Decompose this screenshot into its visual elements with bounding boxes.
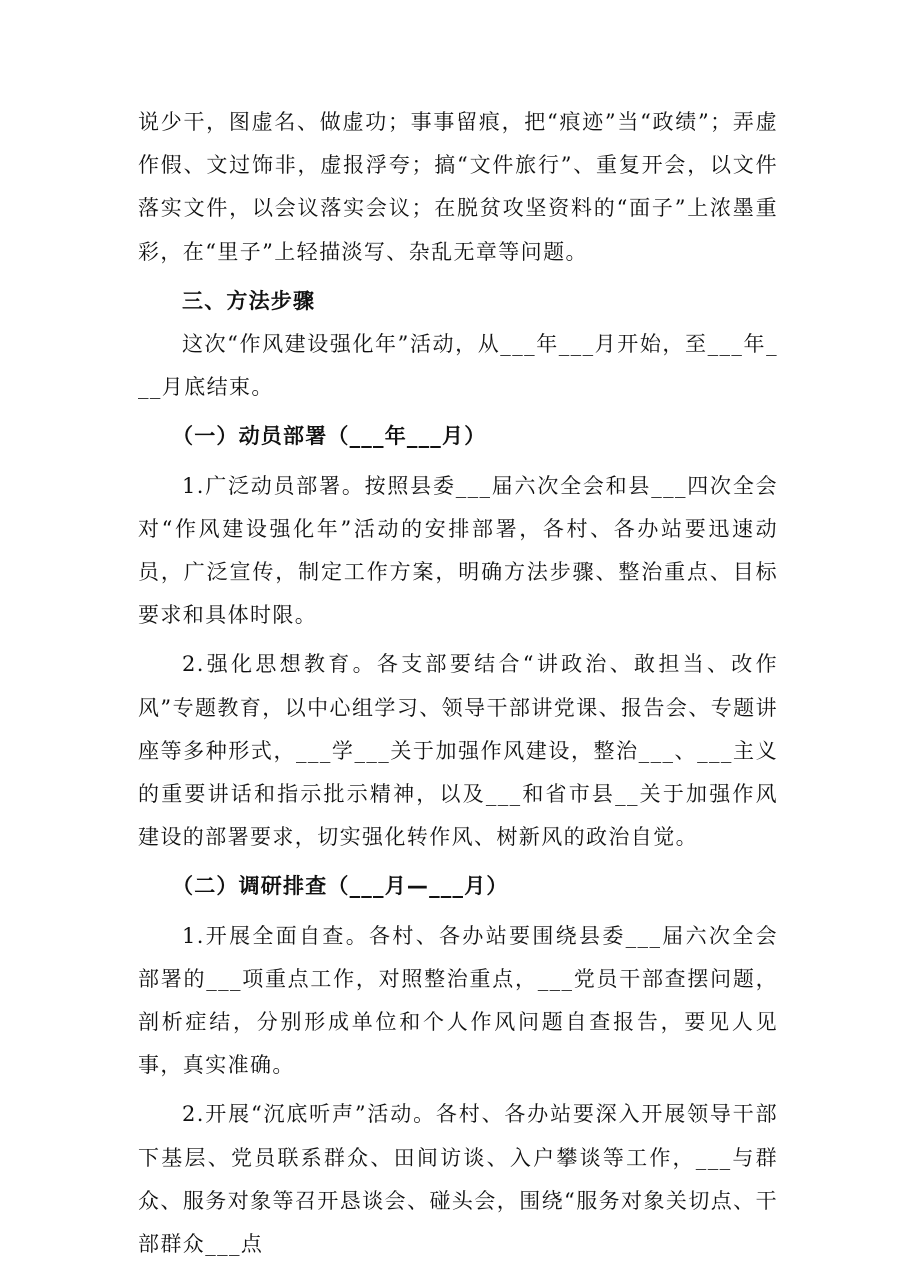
subheading-mobilization: （一）动员部署（___年___月） <box>172 424 487 449</box>
paragraph-timeline: 这次“作风建设强化年”活动，从___年___月开始，至___年___月底结束。 <box>138 332 778 400</box>
paragraph-continuation: 说少干，图虚名、做虚功；事事留痕，把“痕迹”当“政绩”；弄虚作假、文过饰非，虚报浮夸；搞“文件旅行”、重复开会，以文件落实文件，以会议落实会议；在脱贫攻坚资料的“面子”上浓墨重彩，在“里子”上轻描淡写、杂乱无章等问题。 <box>138 110 778 264</box>
paragraph-item-education: 2.强化思想教育。各支部要结合“讲政治、敢担当、改作风”专题教育，以中心组学习、领导干部讲党课、报告会、专题讲座等多种形式，___学___关于加强作风建设，整治___、___主义的重要讲话和指示批示精神，以及___和省市县__关于加强作风建设的部署要求，切实强化转作风、树新风的政治自觉。 <box>138 652 778 850</box>
paragraph-item-self-check: 1.开展全面自查。各村、各办站要围绕县委___届六次全会部署的___项重点工作，对照整治重点，___党员干部查摆问题，剖析症结，分别形成单位和个人作风问题自查报告，要见人见事，真实准确。 <box>138 923 778 1078</box>
section-heading-methods: 三、方法步骤 <box>182 288 316 313</box>
document-body <box>138 101 778 1266</box>
subheading-investigation: （二）调研排查（___月—___月） <box>172 874 509 899</box>
paragraph-item-mobilization: 1.广泛动员部署。按照县委___届六次全会和县___四次全会对“作风建设强化年”活动的安排部署，各村、各办站要迅速动员，广泛宣传，制定工作方案，明确方法步骤、整治重点、目标要求和具体时限。 <box>138 473 778 628</box>
paragraph-item-listening: 2.开展“沉底听声”活动。各村、各办站要深入开展领导干部下基层、党员联系群众、田间访谈、入户攀谈等工作，___与群众、服务对象等召开恳谈会、碰头会，围绕“服务对象关切点、干部群众___点 <box>138 1102 778 1257</box>
